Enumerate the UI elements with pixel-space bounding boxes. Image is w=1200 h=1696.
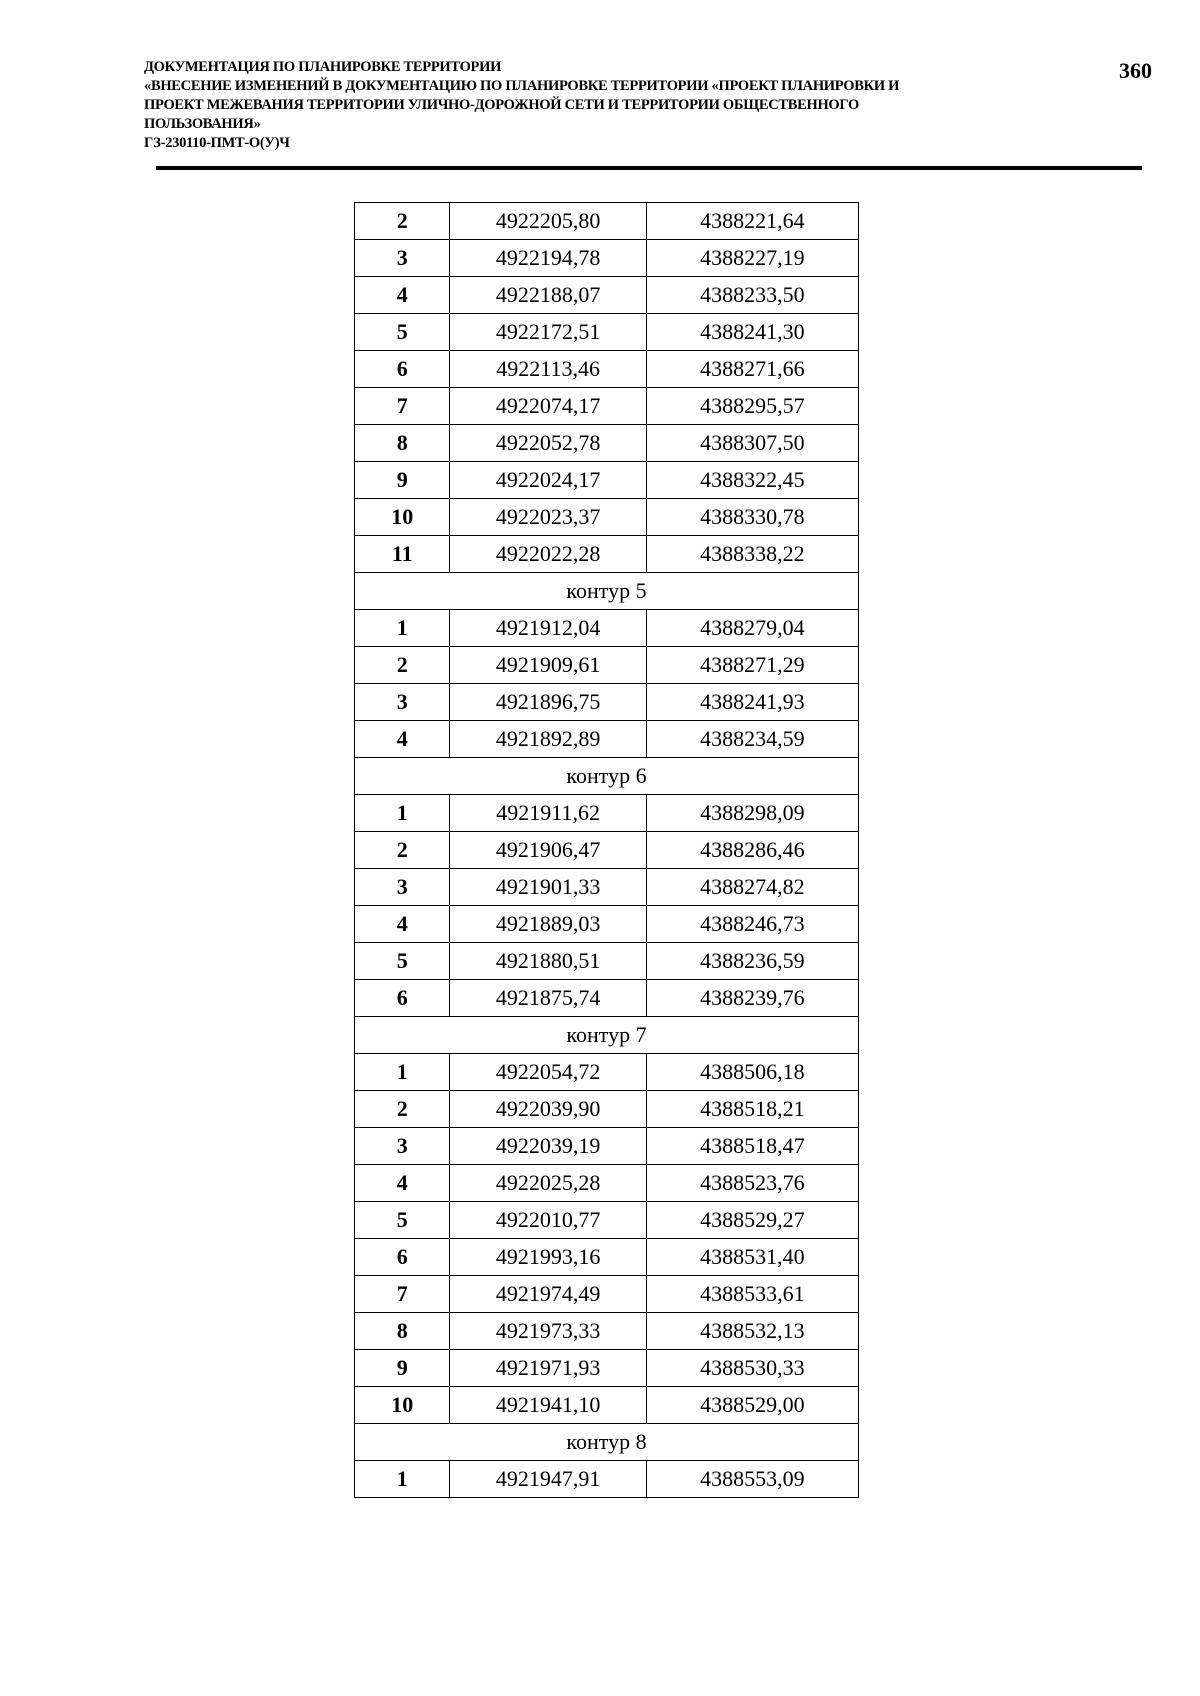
x-coordinate-cell: 4922113,46 [450,351,646,388]
x-coordinate-cell: 4921906,47 [450,832,646,869]
table-row [355,388,859,425]
x-coordinate-cell: 4922188,07 [450,277,646,314]
table-row [355,1128,859,1165]
header-line: ДОКУМЕНТАЦИЯ ПО ПЛАНИРОВКЕ ТЕРРИТОРИИ [144,59,502,75]
y-coordinate-cell: 4388286,46 [646,832,858,869]
y-coordinate-cell: 4388529,00 [646,1387,858,1424]
x-coordinate-cell: 4922024,17 [450,462,646,499]
table-row [355,647,859,684]
table-row [355,1313,859,1350]
table-row [355,1091,859,1128]
y-coordinate-cell: 4388532,13 [646,1313,858,1350]
contour-label: контур 6 [355,758,859,795]
table-row [355,1239,859,1276]
x-coordinate-cell: 4922039,19 [450,1128,646,1165]
x-coordinate-cell: 4921880,51 [450,943,646,980]
x-coordinate-cell: 4921909,61 [450,647,646,684]
table-row [355,536,859,573]
table-row [355,1276,859,1313]
point-number-cell: 7 [355,1276,450,1313]
y-coordinate-cell: 4388553,09 [646,1461,858,1498]
point-number-cell: 3 [355,1128,450,1165]
x-coordinate-cell: 4922025,28 [450,1165,646,1202]
table-row [355,351,859,388]
point-number-cell: 6 [355,980,450,1017]
y-coordinate-cell: 4388518,47 [646,1128,858,1165]
table-row [355,1165,859,1202]
y-coordinate-cell: 4388246,73 [646,906,858,943]
document-code: ГЗ-230110-ПМТ-О(У)Ч [144,135,290,151]
x-coordinate-cell: 4921911,62 [450,795,646,832]
table-row [355,277,859,314]
table-row [355,869,859,906]
y-coordinate-cell: 4388530,33 [646,1350,858,1387]
table-row [355,906,859,943]
y-coordinate-cell: 4388233,50 [646,277,858,314]
table-row [355,462,859,499]
table-row [355,499,859,536]
table-row [355,721,859,758]
point-number-cell: 5 [355,943,450,980]
table-row [355,240,859,277]
contour-header-row [355,1017,859,1054]
table-row [355,203,859,240]
document-header [144,58,1104,153]
table-row [355,832,859,869]
point-number-cell: 2 [355,647,450,684]
header-line: ПРОЕКТ МЕЖЕВАНИЯ ТЕРРИТОРИИ УЛИЧНО-ДОРОЖНОЙ СЕТИ И ТЕРРИТОРИИ ОБЩЕСТВЕННОГО [144,97,859,113]
x-coordinate-cell: 4921901,33 [450,869,646,906]
table-row [355,943,859,980]
point-number-cell: 5 [355,314,450,351]
y-coordinate-cell: 4388234,59 [646,721,858,758]
point-number-cell: 9 [355,1350,450,1387]
point-number-cell: 4 [355,277,450,314]
point-number-cell: 1 [355,610,450,647]
table-row [355,1054,859,1091]
y-coordinate-cell: 4388279,04 [646,610,858,647]
x-coordinate-cell: 4921974,49 [450,1276,646,1313]
contour-label: контур 8 [355,1424,859,1461]
y-coordinate-cell: 4388531,40 [646,1239,858,1276]
point-number-cell: 1 [355,795,450,832]
x-coordinate-cell: 4922052,78 [450,425,646,462]
x-coordinate-cell: 4922172,51 [450,314,646,351]
table-row [355,980,859,1017]
x-coordinate-cell: 4922010,77 [450,1202,646,1239]
table-row [355,795,859,832]
y-coordinate-cell: 4388338,22 [646,536,858,573]
table-row [355,314,859,351]
contour-header-row [355,573,859,610]
table-row [355,1461,859,1498]
contour-header-row [355,1424,859,1461]
x-coordinate-cell: 4922022,28 [450,536,646,573]
header-line: «ВНЕСЕНИЕ ИЗМЕНЕНИЙ В ДОКУМЕНТАЦИЮ ПО ПЛАНИРОВКЕ ТЕРРИТОРИИ «ПРОЕКТ ПЛАНИРОВКИ И [144,78,900,94]
x-coordinate-cell: 4922194,78 [450,240,646,277]
point-number-cell: 10 [355,1387,450,1424]
point-number-cell: 9 [355,462,450,499]
point-number-cell: 4 [355,1165,450,1202]
y-coordinate-cell: 4388227,19 [646,240,858,277]
table-row [355,425,859,462]
point-number-cell: 5 [355,1202,450,1239]
x-coordinate-cell: 4921912,04 [450,610,646,647]
y-coordinate-cell: 4388307,50 [646,425,858,462]
header-line: ПОЛЬЗОВАНИЯ» [144,116,261,132]
x-coordinate-cell: 4921889,03 [450,906,646,943]
header-divider [156,166,1142,170]
table-row [355,610,859,647]
point-number-cell: 2 [355,832,450,869]
point-number-cell: 2 [355,1091,450,1128]
y-coordinate-cell: 4388241,93 [646,684,858,721]
y-coordinate-cell: 4388236,59 [646,943,858,980]
point-number-cell: 4 [355,906,450,943]
point-number-cell: 6 [355,1239,450,1276]
table-row [355,1387,859,1424]
coordinates-table [354,202,859,1498]
y-coordinate-cell: 4388241,30 [646,314,858,351]
x-coordinate-cell: 4921892,89 [450,721,646,758]
point-number-cell: 3 [355,240,450,277]
y-coordinate-cell: 4388295,57 [646,388,858,425]
table-row [355,684,859,721]
point-number-cell: 1 [355,1054,450,1091]
contour-header-row [355,758,859,795]
point-number-cell: 3 [355,869,450,906]
y-coordinate-cell: 4388506,18 [646,1054,858,1091]
point-number-cell: 4 [355,721,450,758]
y-coordinate-cell: 4388523,76 [646,1165,858,1202]
x-coordinate-cell: 4921875,74 [450,980,646,1017]
point-number-cell: 10 [355,499,450,536]
y-coordinate-cell: 4388271,66 [646,351,858,388]
y-coordinate-cell: 4388298,09 [646,795,858,832]
contour-label: контур 7 [355,1017,859,1054]
point-number-cell: 6 [355,351,450,388]
y-coordinate-cell: 4388330,78 [646,499,858,536]
contour-label: контур 5 [355,573,859,610]
x-coordinate-cell: 4921947,91 [450,1461,646,1498]
point-number-cell: 7 [355,388,450,425]
x-coordinate-cell: 4921941,10 [450,1387,646,1424]
x-coordinate-cell: 4921973,33 [450,1313,646,1350]
table-row [355,1350,859,1387]
point-number-cell: 2 [355,203,450,240]
x-coordinate-cell: 4922074,17 [450,388,646,425]
x-coordinate-cell: 4921971,93 [450,1350,646,1387]
y-coordinate-cell: 4388529,27 [646,1202,858,1239]
point-number-cell: 11 [355,536,450,573]
y-coordinate-cell: 4388221,64 [646,203,858,240]
y-coordinate-cell: 4388239,76 [646,980,858,1017]
point-number-cell: 1 [355,1461,450,1498]
x-coordinate-cell: 4922039,90 [450,1091,646,1128]
y-coordinate-cell: 4388533,61 [646,1276,858,1313]
point-number-cell: 8 [355,425,450,462]
y-coordinate-cell: 4388322,45 [646,462,858,499]
x-coordinate-cell: 4922054,72 [450,1054,646,1091]
point-number-cell: 8 [355,1313,450,1350]
table-row [355,1202,859,1239]
y-coordinate-cell: 4388518,21 [646,1091,858,1128]
x-coordinate-cell: 4921896,75 [450,684,646,721]
x-coordinate-cell: 4922205,80 [450,203,646,240]
page-number: 360 [1119,58,1152,83]
coordinates-table-body [355,203,859,1498]
y-coordinate-cell: 4388271,29 [646,647,858,684]
y-coordinate-cell: 4388274,82 [646,869,858,906]
point-number-cell: 3 [355,684,450,721]
x-coordinate-cell: 4922023,37 [450,499,646,536]
x-coordinate-cell: 4921993,16 [450,1239,646,1276]
